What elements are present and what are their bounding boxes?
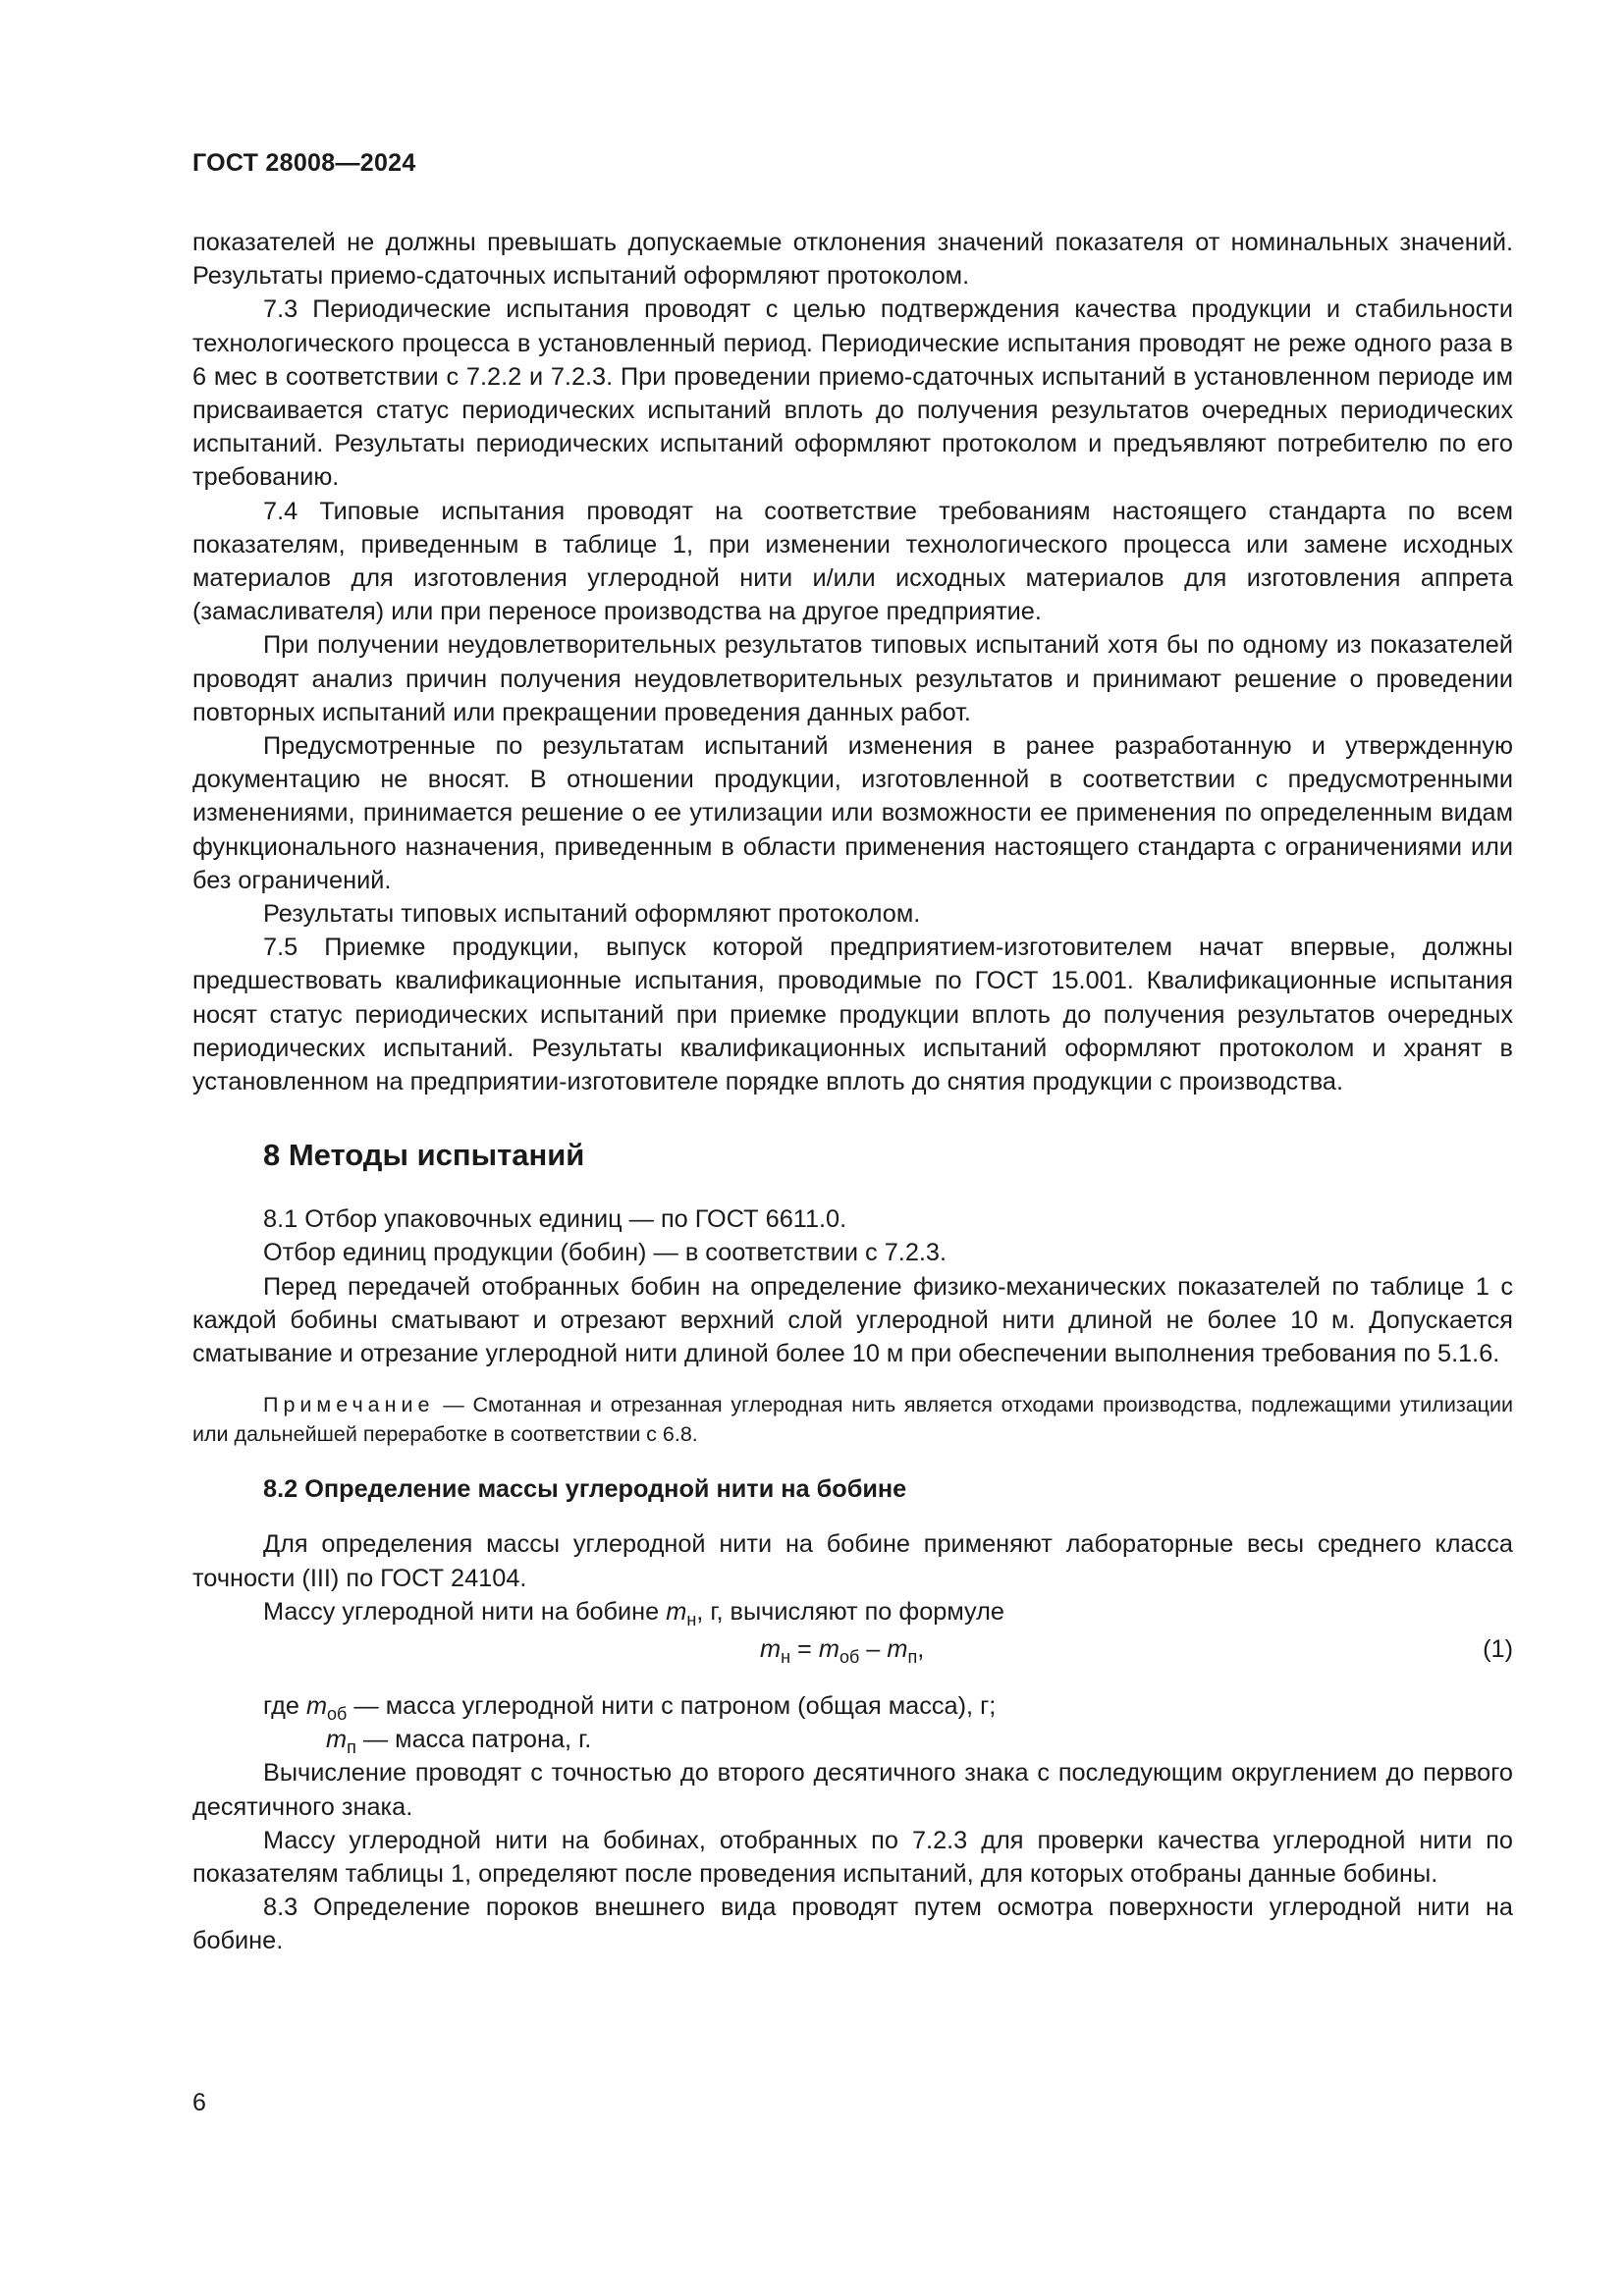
where2-sub: п [347,1737,356,1758]
subsection-8-2-title: 8.2 Определение массы углеродной нити на бобине [263,1475,907,1504]
formula-number: (1) [1483,1634,1513,1663]
paragraph-7-3: 7.3 Периодические испытания проводят с целью подтверждения качества продукции и стабильности технологического процесса в установленный период. Периодические испытания проводят не реже одного раза в 6 мес в соответствии с 7.2.2 и 7.2.3. При проведении приемо-сдаточных испытаний в установленном периоде им присваивается статус периодических испытаний вплоть до получения результатов очередных периодических испытаний. Результаты периодических испытаний оформляют протоколом и предъявляют потребителю по его требованию. [192,295,1513,492]
formula-term2-var: m [887,1634,908,1663]
where-prefix: где [263,1691,306,1720]
formula-equals: = [790,1634,819,1663]
where2-text: — масса патрона, г. [355,1726,592,1754]
formula-intro-post: , г, вычисляют по формуле [696,1597,1004,1626]
formula-term1-var: m [818,1634,839,1663]
paragraph-8-1-procedure: Перед передачей отобранных бобин на определение физико-механических показателей по таблице 1 с каждой бобины сматывают и отрезают верхний слой углеродной нити длиной не более 10 м. Допускается сматывание и отрезание углеродной нити длиной более 10 м при обеспечении выполнения требования по 5.1.6. [192,1272,1513,1368]
where2-var: m [326,1726,348,1754]
paragraph-8-1-units: Отбор единиц продукции (бобин) — в соответствии с 7.2.3. [263,1239,947,1267]
paragraph-8-2-mass-after: Массу углеродной нити на бобинах, отобранных по 7.2.3 для проверки качества углеродной нити по показателям таблицы 1, определяют после проведения испытаний, для которых отобраны данные бобины. [192,1826,1513,1888]
paragraph-7-4-changes: Предусмотренные по результатам испытаний изменения в ранее разработанную и утвержденную документацию не вносят. В отношении продукции, изготовленной в соответствии с предусмотренными изменениями, принимается решение о ее утилизации или возможности ее применения по определенным видам функционального назначения, приведенным в области применения настоящего стандарта с ограничениями или без ограничений. [192,732,1513,894]
where1-text: — масса углеродной нити с патроном (общая масса), г; [347,1691,997,1720]
where1-sub: об [327,1703,348,1724]
formula-term2-sub: п [907,1646,918,1667]
formula-intro-pre: Массу углеродной нити на бобине [263,1597,667,1626]
formula-lhs-sub: н [781,1646,791,1667]
document-body [192,226,1513,1958]
note-block [192,1390,1513,1449]
note-label: Примечание [263,1393,435,1417]
where1-var: m [305,1691,328,1720]
formula-lhs-var: m [760,1634,782,1663]
formula-intro-var: m [666,1597,687,1626]
paragraph-continuation: показателей не должны превышать допускаемые отклонения значений показателя от номинальных значений. Результаты приемо-сдаточных испытаний оформляют протоколом. [192,229,1513,291]
document-code-header: ГОСТ 28008—2024 [192,149,416,177]
formula-term1-sub: об [839,1646,860,1667]
where-line-1 [192,1689,1513,1723]
formula-1 [760,1632,924,1666]
paragraph-8-2-precision: Вычисление проводят с точностью до второго десятичного знака с последующим округлением до первого десятичного знака. [192,1759,1513,1821]
formula-1-row [192,1632,1513,1676]
section-8-title: 8 Методы испытаний [263,1138,585,1173]
paragraph-7-4-unsatisfactory: При получении неудовлетворительных результатов типовых испытаний хотя бы по одному из показателей проводят анализ причин получения неудовлетворительных результатов и принимают решение о проведении повторных испытаний или прекращении проведения данных работ. [192,631,1513,726]
formula-minus: – [859,1634,888,1663]
formula-tail: , [917,1634,925,1663]
paragraph-7-4: 7.4 Типовые испытания проводят на соответствие требованиям настоящего стандарта по всем показателям, приведенным в таблице 1, при изменении технологического процесса или замене исходных материалов для изготовления углеродной нити и/или исходных материалов для изготовления аппрета (замасливателя) или при переносе производства на другое предприятие. [192,497,1513,626]
paragraph-7-4-results: Результаты типовых испытаний оформляют протоколом. [263,900,921,929]
paragraph-8-1: 8.1 Отбор упаковочных единиц — по ГОСТ 6611.0. [263,1205,847,1234]
where-line-2 [192,1723,1513,1756]
paragraph-7-5: 7.5 Приемке продукции, выпуск которой предприятием-изготовителем начат впервые, должны предшествовать квалификационные испытания, проводимые по ГОСТ 15.001. Квалификационные испытания носят статус периодических испытаний при приемке продукции вплоть до получения результатов очередных периодических испытаний. Результаты квалификационных испытаний оформляют протоколом и хранят в установленном на предприятии-изготовителе порядке вплоть до снятия продукции с производства. [192,934,1513,1096]
paragraph-8-3: 8.3 Определение пороков внешнего вида проводят путем осмотра поверхности углеродной нити на бобине. [192,1894,1513,1955]
paragraph-8-2-formula-intro [192,1595,1513,1629]
note-text: — Смотанная и отрезанная углеродная нить является отходами производства, подлежащими утилизации или дальнейшей переработке в соответствии с 6.8. [192,1393,1513,1447]
page-number: 6 [192,2089,206,2116]
formula-intro-sub: н [686,1609,697,1629]
paragraph-8-2-scales: Для определения массы углеродной нити на бобине применяют лабораторные весы среднего класса точности (III) по ГОСТ 24104. [192,1530,1513,1592]
